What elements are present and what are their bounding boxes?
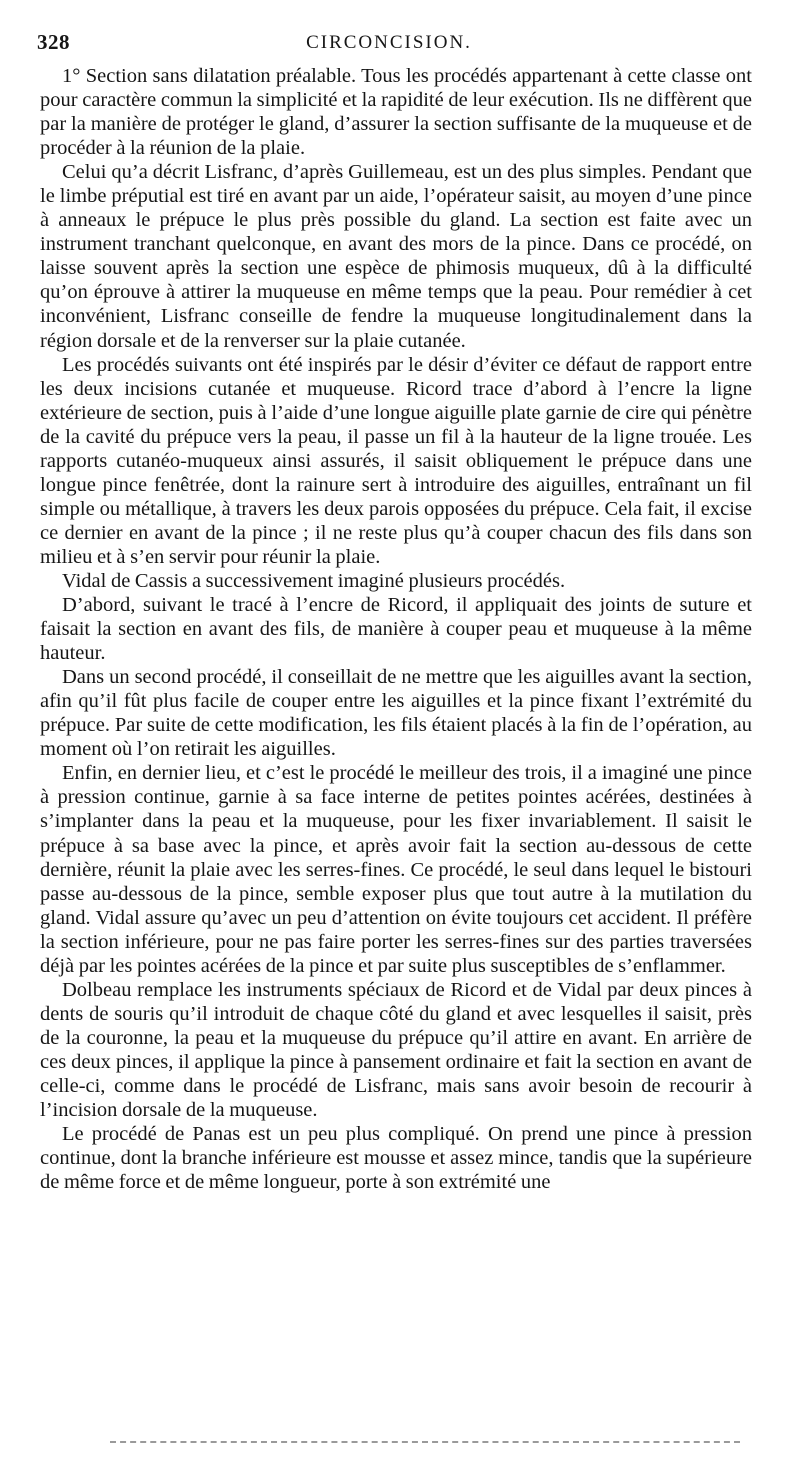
page-number: 328 bbox=[37, 30, 70, 54]
running-title: CIRCONCISION. bbox=[306, 32, 472, 53]
paragraph-vidal-intro: Vidal de Cassis a successivement imaginé plusieurs procédés. bbox=[62, 569, 566, 592]
paragraph-dolbeau: Dolbeau remplace les instruments spéciaux de Ricord et de Vidal par deux pinces à dents de souris qu’il introduit de chaque côté du gland et avec lesquelles il saisit, près de la couronne, la peau et la muqueuse du prépuce qu’il attire en avant. En arrière de ces deux pinces, il applique la pince à pansement ordinaire et fait la section en avant de celle-ci, comme dans le procédé de Lisfranc, mais sans avoir besoin de recourir à l’incision dorsale de la muqueuse. bbox=[40, 978, 752, 1122]
footer-rule bbox=[110, 1441, 740, 1443]
paragraph-vidal-second: Dans un second procédé, il conseillait de ne mettre que les aiguilles avant la section, afin qu’il fût plus facile de couper entre les aiguilles et la pince fixant l’extrémité du prépuce. Par suite de cette modification, les fils étaient placés à la fin de l’opération, au moment où l’on retirait les aiguilles. bbox=[40, 666, 752, 761]
page-header bbox=[37, 30, 741, 58]
paragraph-ricord: Les procédés suivants ont été inspirés par le désir d’éviter ce défaut de rapport entre les deux incisions cutanée et muqueuse. Ricord trace d’abord à l’encre la ligne extérieure de section, puis à l’aide d’une longue aiguille plate garnie de cire qui pénètre de la cavité du prépuce vers la peau, il passe un fil à la hauteur de la ligne trouée. Les rapports cutanéo-muqueux ainsi assurés, il saisit obliquement le prépuce dans une longue pince fenêtrée, dont la rainure sert à introduire des aiguilles, entraînant un fil simple ou métallique, à travers les deux parois opposées du prépuce. Cela fait, il excise ce dernier en avant de la pince ; il ne reste plus qu’à couper chacun des fils dans son milieu et à s’en servir pour réunir la plaie. bbox=[40, 353, 752, 568]
paragraph-panas: Le procédé de Panas est un peu plus compliqué. On prend une pince à pression continue, dont la branche inférieure est mousse et assez mince, tandis que la supérieure de même force et de même longueur, porte à son extrémité une bbox=[40, 1123, 752, 1194]
paragraph-lisfranc: Celui qu’a décrit Lisfranc, d’après Guillemeau, est un des plus simples. Pendant que le limbe préputial est tiré en avant par un aide, l’opérateur saisit, au moyen d’une pince à anneaux le prépuce le plus près possible du gland. La section est faite avec un instrument tranchant quelconque, en avant des mors de la pince. Dans ce procédé, on laisse souvent après la section une espèce de phimosis muqueux, dû à la difficulté qu’on éprouve à attirer la muqueuse en même temps que la peau. Pour remédier à cet inconvénient, Lisfranc conseille de fendre la muqueuse longitudinalement dans la région dorsale et de la renverser sur la plaie cutanée. bbox=[40, 161, 752, 352]
paragraph-vidal-first: D’abord, suivant le tracé à l’encre de Ricord, il appliquait des joints de suture et faisait la section en avant des fils, de manière à couper peau et muqueuse à la même hauteur. bbox=[40, 594, 752, 665]
body-text bbox=[40, 64, 752, 1194]
paragraph-vidal-third: Enfin, en dernier lieu, et c’est le procédé le meilleur des trois, il a imaginé une pince à pression continue, garnie à sa face interne de petites pointes acérées, destinées à s’implanter dans la peau et la muqueuse, pour les fixer invariablement. Il saisit le prépuce à sa base avec la pince, et après avoir fait la section au-dessous de cette dernière, réunit la plaie avec les serres-fines. Ce procédé, le seul dans lequel le bistouri passe au-dessous de la pince, semble exposer plus que tout autre à la mutilation du gland. Vidal assure qu’avec un peu d’attention on évite toujours cet accident. Il préfère la section inférieure, pour ne pas faire porter les serres-fines sur des parties traversées déjà par les pointes acérées de la pince et par suite plus susceptibles de s’enflammer. bbox=[40, 762, 752, 977]
paragraph-section-sans-dilatation: 1° Section sans dilatation préalable. Tous les procédés appartenant à cette classe ont pour caractère commun la simplicité et la rapidité de leur exécution. Ils ne diffèrent que par la manière de protéger le gland, d’assurer la section suffisante de la muqueuse et de procéder à la réunion de la plaie. bbox=[40, 65, 752, 160]
